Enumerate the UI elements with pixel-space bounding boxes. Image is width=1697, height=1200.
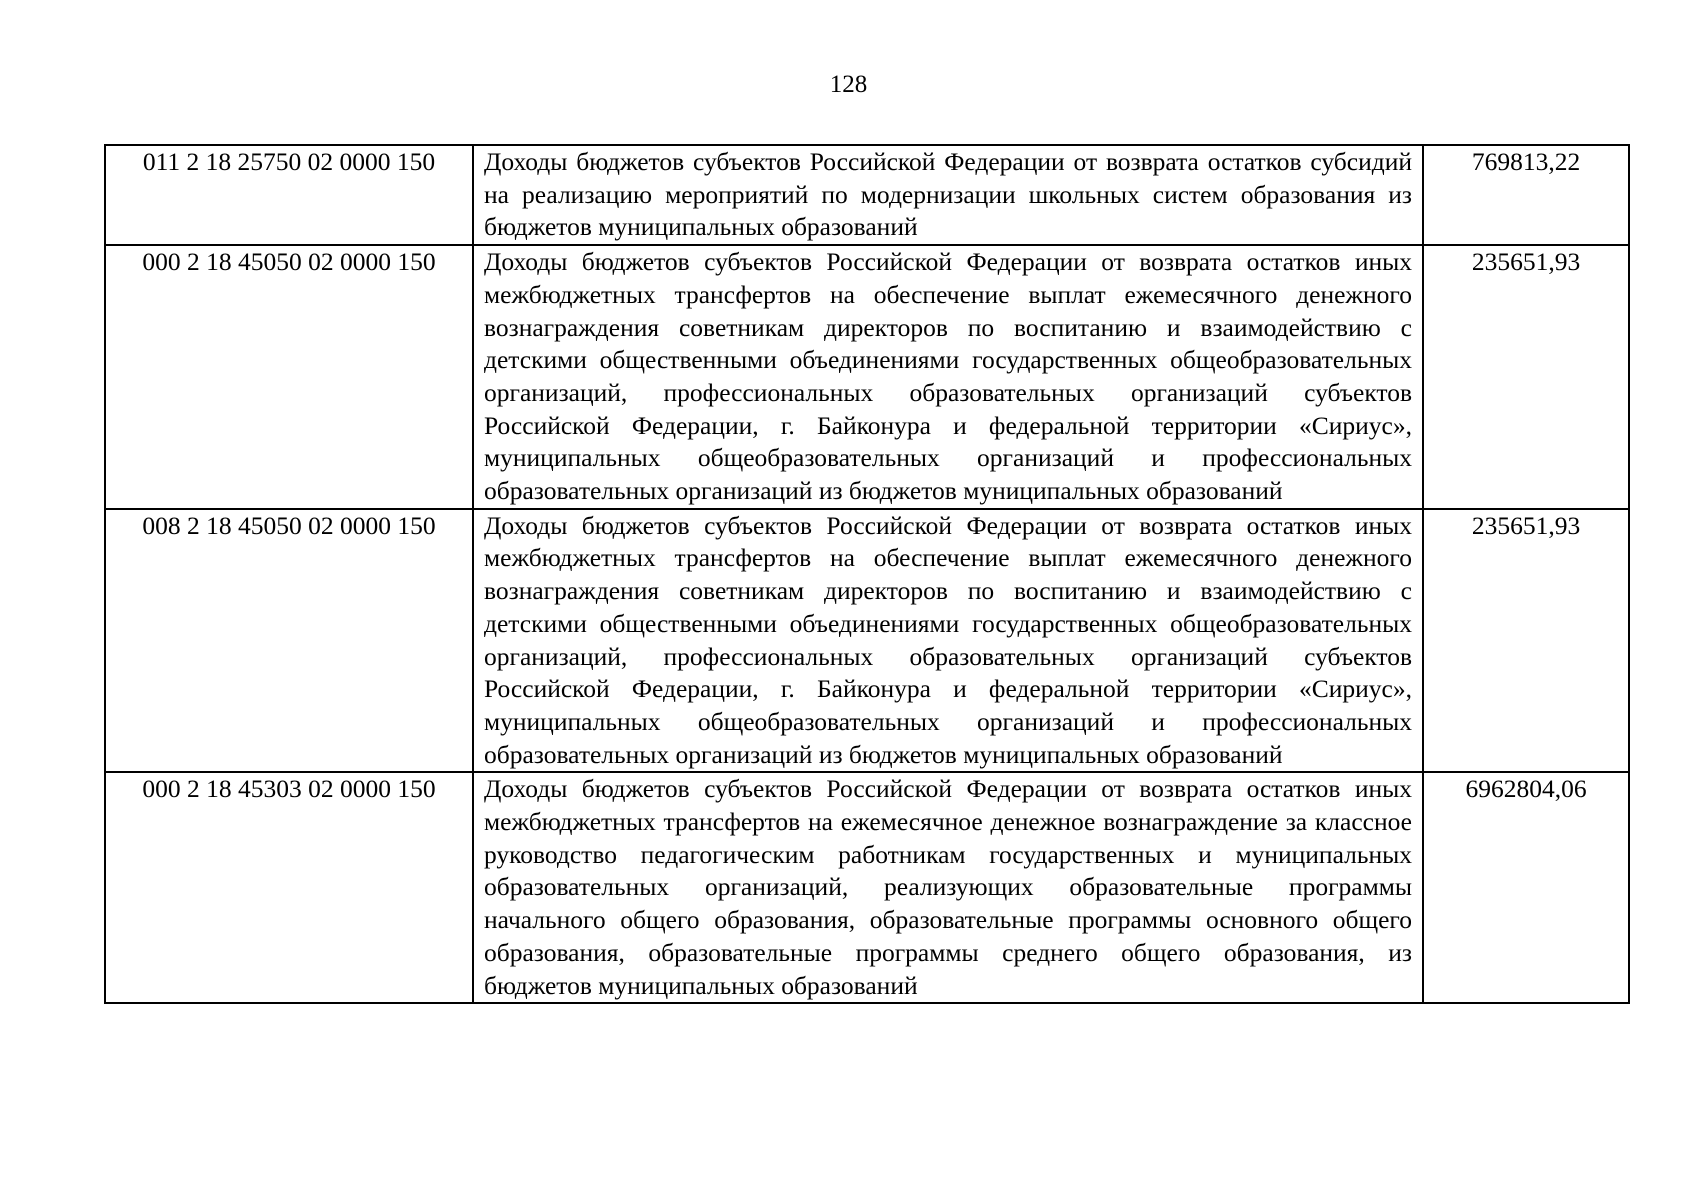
revenue-description: Доходы бюджетов субъектов Российской Федерации от возврата остатков иных межбюджетных трансфертов на обеспечение выплат ежемесячного денежного вознаграждения советникам директоров по воспитанию и взаимодействию с детскими общественными объединениями государственных общеобразовательных организаций, профессиональных образовательных организаций субъектов Российской Федерации, г. Байконура и федеральной территории «Сириус», муниципальных общеобразовательных организаций и профессиональных образовательных организаций из бюджетов муниципальных образований xyxy=(473,509,1423,773)
revenue-amount: 235651,93 xyxy=(1423,245,1629,509)
budget-revenue-table xyxy=(104,144,1630,1004)
table-row xyxy=(105,245,1629,509)
revenue-amount: 235651,93 xyxy=(1423,509,1629,773)
page-number: 128 xyxy=(829,71,868,98)
table-row xyxy=(105,772,1629,1003)
revenue-code: 000 2 18 45303 02 0000 150 xyxy=(105,772,473,1003)
revenue-description: Доходы бюджетов субъектов Российской Федерации от возврата остатков иных межбюджетных трансфертов на обеспечение выплат ежемесячного денежного вознаграждения советникам директоров по воспитанию и взаимодействию с детскими общественными объединениями государственных общеобразовательных организаций, профессиональных образовательных организаций субъектов Российской Федерации, г. Байконура и федеральной территории «Сириус», муниципальных общеобразовательных организаций и профессиональных образовательных организаций из бюджетов муниципальных образований xyxy=(473,245,1423,509)
table-row xyxy=(105,145,1629,245)
revenue-amount: 769813,22 xyxy=(1423,145,1629,245)
revenue-description: Доходы бюджетов субъектов Российской Федерации от возврата остатков субсидий на реализацию мероприятий по модернизации школьных систем образования из бюджетов муниципальных образований xyxy=(473,145,1423,245)
revenue-code: 000 2 18 45050 02 0000 150 xyxy=(105,245,473,509)
table-row xyxy=(105,509,1629,773)
revenue-code: 008 2 18 45050 02 0000 150 xyxy=(105,509,473,773)
revenue-description: Доходы бюджетов субъектов Российской Федерации от возврата остатков иных межбюджетных трансфертов на ежемесячное денежное вознаграждение за классное руководство педагогическим работникам государственных и муниципальных образовательных организаций, реализующих образовательные программы начального общего образования, образовательные программы основного общего образования, образовательные программы среднего общего образования, из бюджетов муниципальных образований xyxy=(473,772,1423,1003)
revenue-amount: 6962804,06 xyxy=(1423,772,1629,1003)
revenue-code: 011 2 18 25750 02 0000 150 xyxy=(105,145,473,245)
